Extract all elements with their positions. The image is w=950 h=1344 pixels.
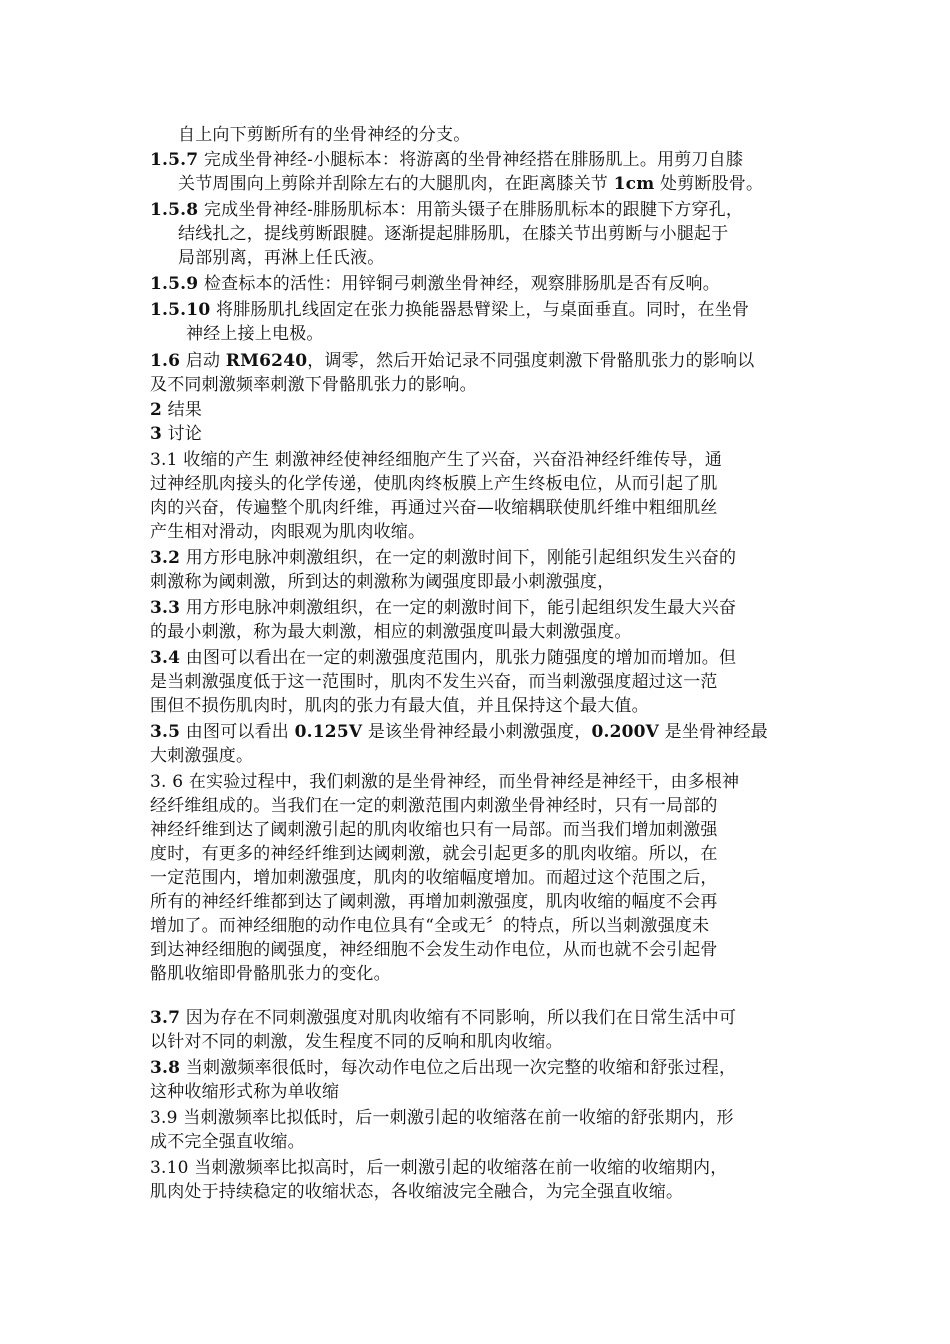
section-number: 3.5 bbox=[150, 722, 181, 742]
text-line: 是当刺激强度低于这一范围时，肌肉不发生兴奋，而当刺激强度超过这一范 bbox=[150, 672, 718, 692]
section-number: 3.7 bbox=[150, 1008, 181, 1028]
section-heading-3-3: 3.3 用方形电脉冲刺激组织，在一定的刺激时间下，能引起组织发生最大兴奋 bbox=[150, 598, 737, 618]
text-line: 增加了。而神经细胞的动作电位具有“全或无〞的特点，所以当刺激强度未 bbox=[150, 916, 710, 936]
section-number: 3.2 bbox=[150, 548, 181, 568]
text-line: 3.10 当刺激频率比拟高时，后一刺激引起的收缩落在前一收缩的收缩期内， bbox=[150, 1158, 728, 1178]
text-line: 关节周围向上剪除并刮除左右的大腿肌肉，在距离膝关节 1cm 处剪断股骨。 bbox=[178, 174, 764, 194]
text-line: 围但不损伤肌肉时，肌肉的张力有最大值，并且保持这个最大值。 bbox=[150, 696, 649, 716]
section-heading-1-5-8: 1.5.8 完成坐骨神经-腓肠肌标本：用箭头镊子在腓肠肌标本的跟腱下方穿孔， bbox=[150, 200, 744, 220]
text-line: 的最小刺激，称为最大刺激，相应的刺激强度叫最大刺激强度。 bbox=[150, 622, 632, 642]
section-number: 1.6 bbox=[150, 351, 181, 371]
text-line: 一定范围内，增加刺激强度，肌肉的收缩幅度增加。而超过这个范围之后， bbox=[150, 868, 718, 888]
text-line: 神经纤维到达了阈刺激引起的肌肉收缩也只有一局部。而当我们增加刺激强 bbox=[150, 820, 718, 840]
section-heading-1-5-10: 1.5.10 将腓肠肌扎线固定在张力换能器悬臂梁上，与桌面垂直。同时，在坐骨 bbox=[150, 300, 750, 320]
section-number: 1.5.7 bbox=[150, 150, 199, 170]
text-line: 自上向下剪断所有的坐骨神经的分支。 bbox=[178, 125, 471, 145]
text-line: 局部别离，再淋上任氏液。 bbox=[178, 248, 385, 268]
text-line: 过神经肌肉接头的化学传递，使肌肉终板膜上产生终板电位，从而引起了肌 bbox=[150, 474, 718, 494]
section-number: 1.5.8 bbox=[150, 200, 199, 220]
text-line: 度时，有更多的神经纤维到达阈刺激，就会引起更多的肌肉收缩。所以，在 bbox=[150, 844, 718, 864]
section-number: 1.5.9 bbox=[150, 274, 199, 294]
text-line: 所有的神经纤维都到达了阈刺激，再增加刺激强度，肌肉收缩的幅度不会再 bbox=[150, 892, 718, 912]
text-line: 及不同刺激频率刺激下骨骼肌张力的影响。 bbox=[150, 375, 477, 395]
section-heading-3-2: 3.2 用方形电脉冲刺激组织，在一定的刺激时间下，刚能引起组织发生兴奋的 bbox=[150, 548, 737, 568]
section-heading-3-7: 3.7 因为存在不同刺激强度对肌肉收缩有不同影响，所以我们在日常生活中可 bbox=[150, 1008, 737, 1028]
section-number: 2 bbox=[150, 400, 163, 420]
section-heading-1-6: 1.6 启动 RM6240，调零，然后开始记录不同强度刺激下骨骼肌张力的影响以 bbox=[150, 351, 755, 371]
section-heading-3-4: 3.4 由图可以看出在一定的刺激强度范围内，肌张力随强度的增加而增加。但 bbox=[150, 648, 737, 668]
text-line: 产生相对滑动，肉眼观为肌肉收缩。 bbox=[150, 522, 426, 542]
text-line: 以针对不同的刺激，发生程度不同的反响和肌肉收缩。 bbox=[150, 1032, 563, 1052]
section-number: 3 bbox=[150, 424, 163, 444]
text-line: 经纤维组成的。当我们在一定的刺激范围内刺激坐骨神经时，只有一局部的 bbox=[150, 796, 718, 816]
section-heading-1-5-9: 1.5.9 检查标本的活性：用锌铜弓刺激坐骨神经，观察腓肠肌是否有反响。 bbox=[150, 274, 720, 294]
section-heading-1-5-7: 1.5.7 完成坐骨神经-小腿标本：将游离的坐骨神经搭在腓肠肌上。用剪刀自膝 bbox=[150, 150, 744, 170]
text-line: 成不完全强直收缩。 bbox=[150, 1132, 305, 1152]
section-heading-2: 2 结果 bbox=[150, 400, 203, 420]
text-line: 大刺激强度。 bbox=[150, 746, 254, 766]
text-line: 到达神经细胞的阈强度，神经细胞不会发生动作电位，从而也就不会引起骨 bbox=[150, 940, 718, 960]
text-line: 肉的兴奋，传遍整个肌肉纤维，再通过兴奋—收缩耦联使肌纤维中粗细肌丝 bbox=[150, 498, 718, 518]
text-line: 3.9 当刺激频率比拟低时，后一刺激引起的收缩落在前一收缩的舒张期内，形 bbox=[150, 1108, 734, 1128]
section-heading-3-5: 3.5 由图可以看出 0.125V 是该坐骨神经最小刺激强度，0.200V 是坐骨神经最 bbox=[150, 722, 768, 742]
section-number: 1.5.10 bbox=[150, 300, 211, 320]
text-line: 结线扎之，提线剪断跟腱。逐渐提起腓肠肌，在膝关节出剪断与小腿起于 bbox=[178, 224, 729, 244]
text-line: 肌肉处于持续稳定的收缩状态，各收缩波完全融合，为完全强直收缩。 bbox=[150, 1182, 684, 1202]
section-heading-3: 3 讨论 bbox=[150, 424, 203, 444]
section-number: 3.8 bbox=[150, 1058, 181, 1078]
text-line: 3.1 收缩的产生 刺激神经使神经细胞产生了兴奋，兴奋沿神经纤维传导，通 bbox=[150, 450, 723, 470]
section-number: 3.4 bbox=[150, 648, 181, 668]
text-line: 神经上接上电极。 bbox=[186, 324, 324, 344]
text-line: 刺激称为阈刺激，所到达的刺激称为阈强度即最小刺激强度， bbox=[150, 572, 615, 592]
text-line: 骼肌收缩即骨骼肌张力的变化。 bbox=[150, 964, 391, 984]
section-number: 3.3 bbox=[150, 598, 181, 618]
text-line: 这种收缩形式称为单收缩 bbox=[150, 1082, 340, 1102]
text-line: 3. 6 在实验过程中，我们刺激的是坐骨神经，而坐骨神经是神经干，由多根神 bbox=[150, 772, 740, 792]
section-heading-3-8: 3.8 当刺激频率很低时，每次动作电位之后出现一次完整的收缩和舒张过程， bbox=[150, 1058, 737, 1078]
